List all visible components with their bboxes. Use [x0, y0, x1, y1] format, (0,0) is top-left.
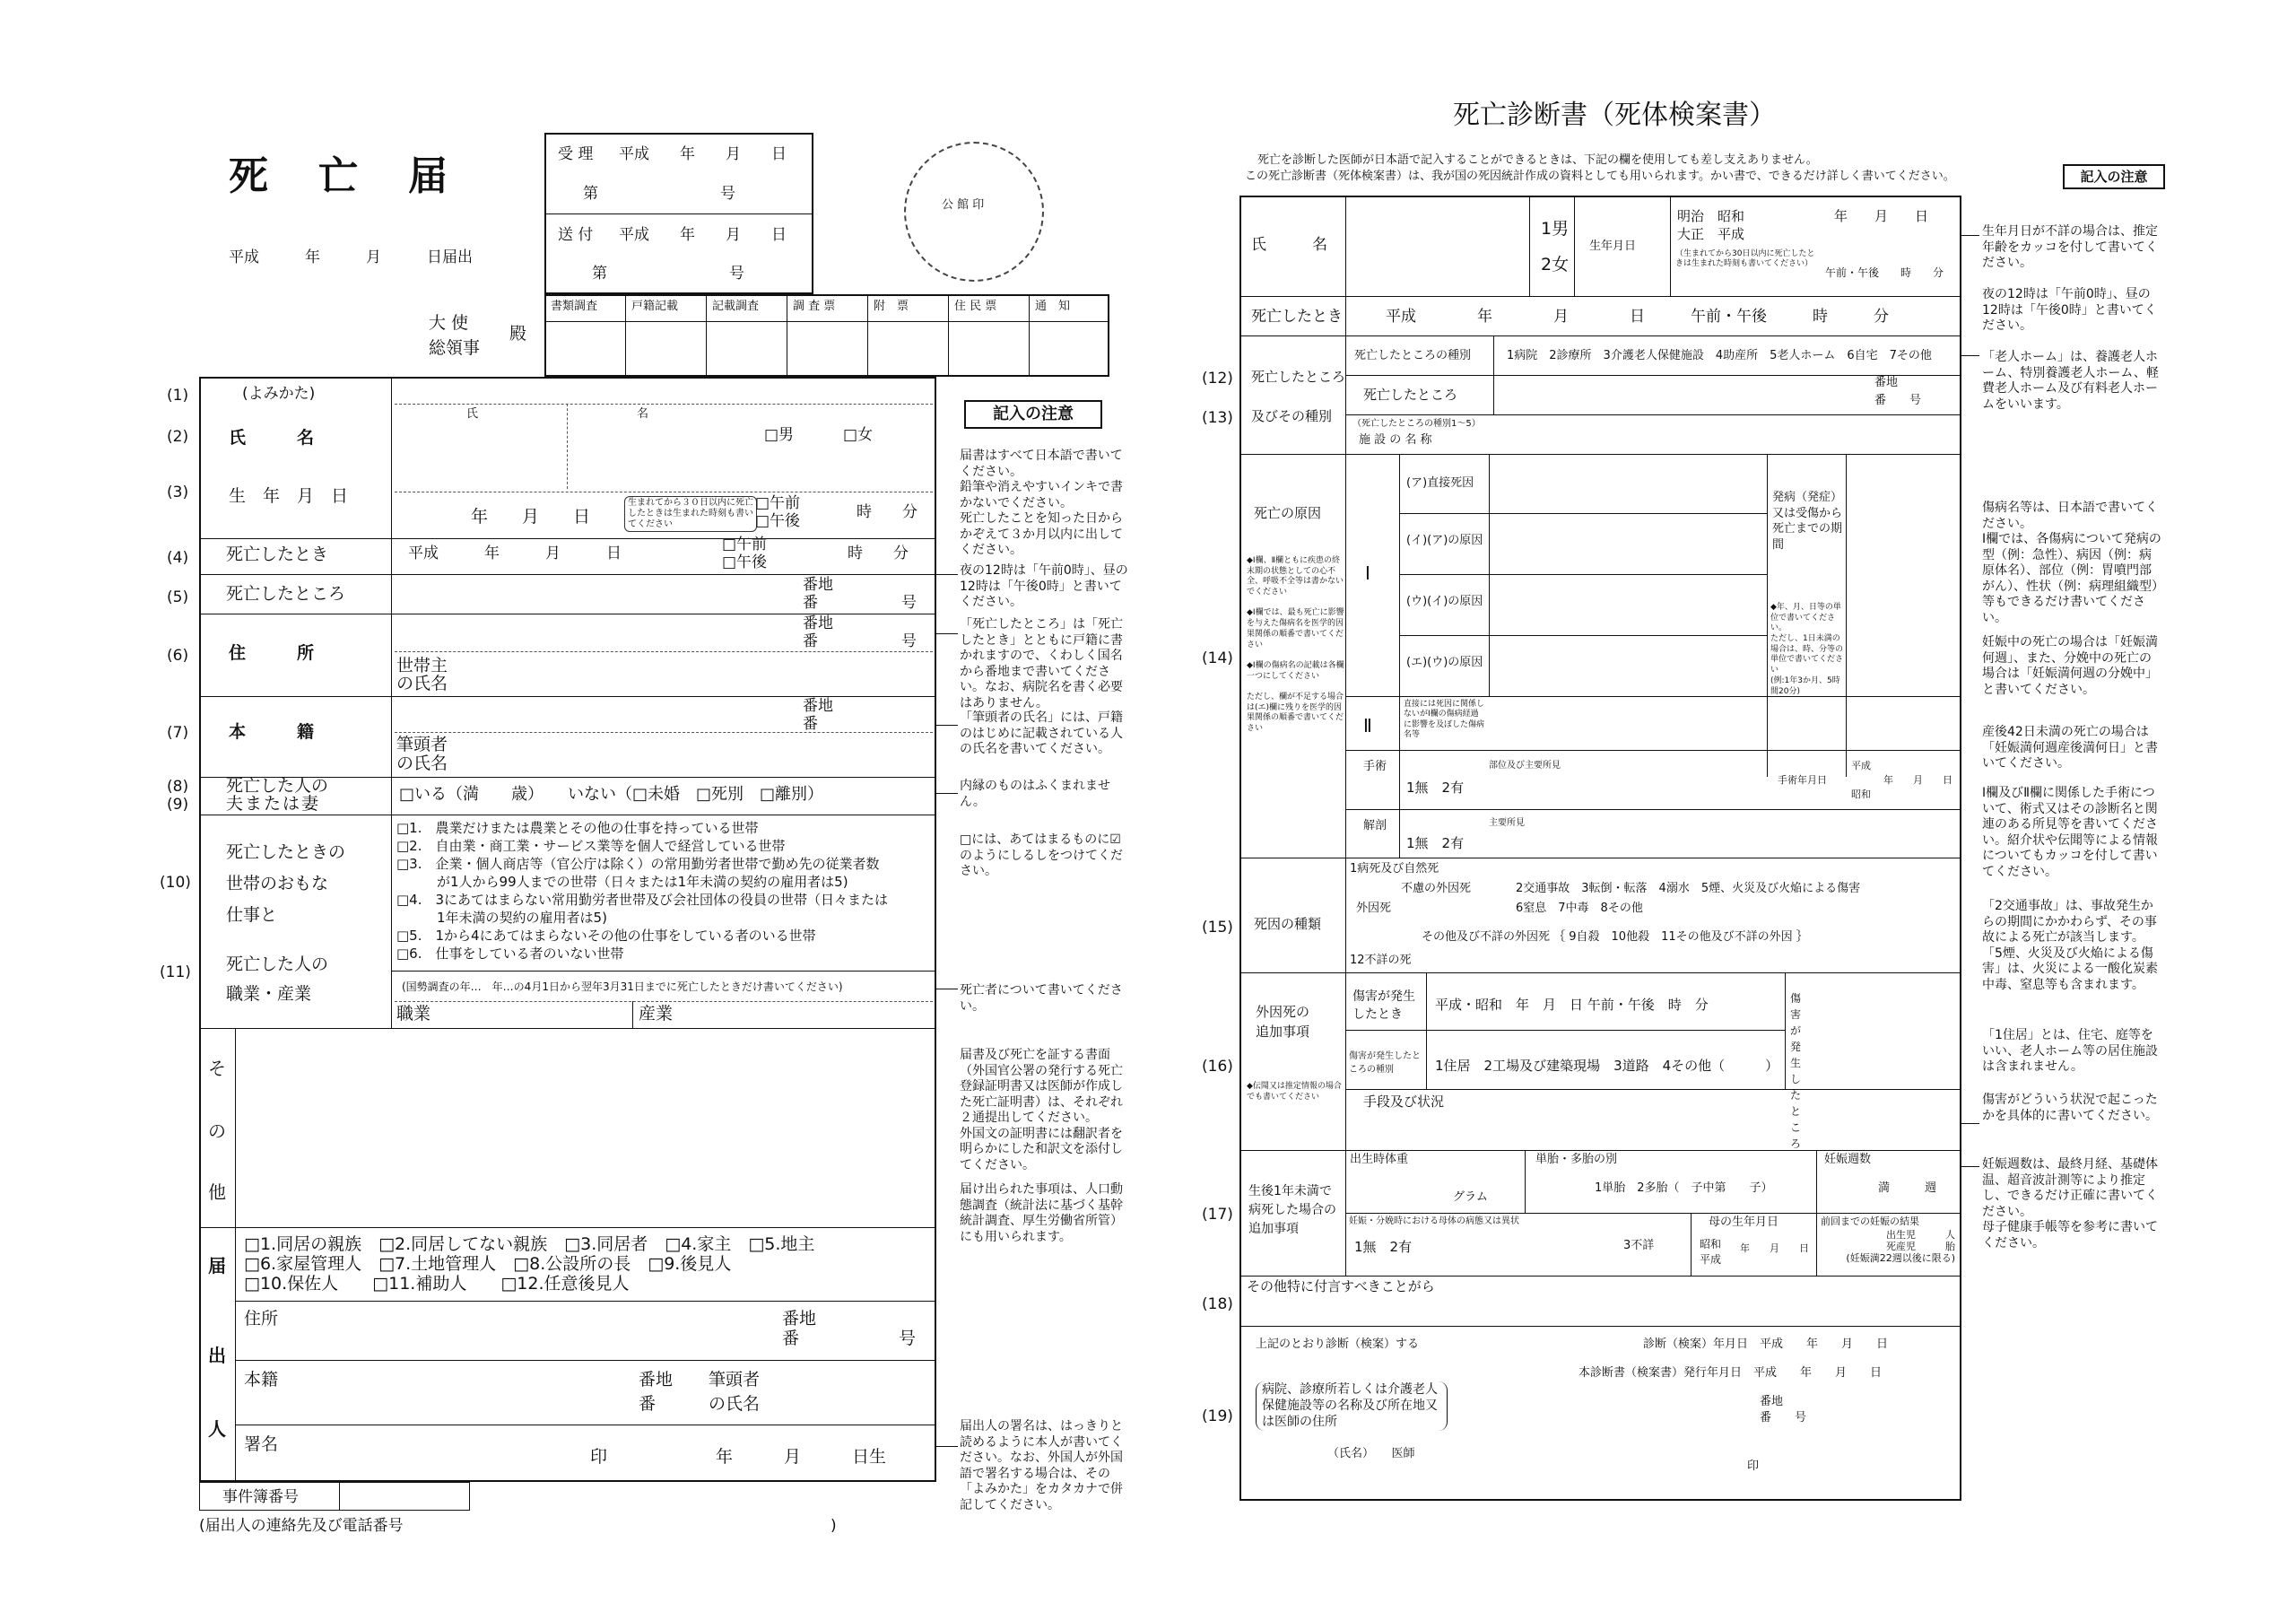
- notifier-address-label: 住所: [244, 1309, 279, 1329]
- cause-row-c: (ウ)(イ)の原因: [1406, 595, 1483, 608]
- pregnancy-value[interactable]: 1無 2有: [1354, 1239, 1413, 1255]
- kind-accident-list[interactable]: 2交通事故 3転倒・転落 4溺水 5煙、火災及び火焔による傷害: [1516, 882, 1861, 895]
- notifier-seal: 印: [590, 1447, 608, 1467]
- hittousha-label: 筆頭者: [396, 735, 448, 754]
- row-number: (5): [167, 588, 189, 606]
- note-situation: 傷害がどういう状況で起こったかを具体的に書いてください。: [1982, 1093, 2158, 1123]
- notifier-address-banchi: 番地: [782, 1309, 817, 1329]
- cause-roman-II: Ⅱ: [1363, 715, 1372, 736]
- address-label: 住 所: [229, 643, 315, 663]
- ext-note: ◆伝聞又は推定情報の場合でも書いてください: [1247, 1082, 1342, 1102]
- household-option[interactable]: □3. 企業・個人商店等（官公庁は除く）の常用勤労者世帯で勤め先の従業者数: [396, 856, 880, 872]
- kind-natural[interactable]: 1病死及び自然死: [1350, 862, 1439, 876]
- dob-value: 年 月 日: [471, 507, 591, 527]
- cause-label: 死亡の原因: [1254, 505, 1322, 521]
- note-surgery: Ⅰ欄及びⅡ欄に関係した手術について、術式又はその診断名と関連のある所見等を書いてください。紹介状や伝聞等による情報についてもカッコを付して書いてください。: [1982, 786, 2158, 879]
- kind-unknown[interactable]: 12不詳の死: [1350, 954, 1412, 967]
- contact-label: (届出人の連絡先及び電話番号: [199, 1517, 404, 1535]
- notifier-option[interactable]: □10.保佐人 □11.補助人 □12.任意後見人: [244, 1274, 630, 1294]
- kind-other-external[interactable]: その他及び不詳の外因死 ｛ 9自殺 10他殺 11その他及び不詳の外因 ｝: [1422, 930, 1808, 944]
- row-number: (13): [1202, 409, 1233, 427]
- job-label: 職業: [396, 1004, 431, 1024]
- household-option[interactable]: □2. 自由業・商工業・サービス業等を個人で経営している世帯: [396, 838, 786, 854]
- facility-note: （死亡したところの種別1～5）: [1352, 419, 1481, 429]
- receipt-label: 受 理: [558, 145, 594, 163]
- filing-date: 平成 年 月 日届出: [229, 248, 473, 266]
- notifier-option[interactable]: □1.同居の親族 □2.同居してない親族 □3.同居者 □4.家主 □5.地主: [244, 1234, 815, 1254]
- householder-label: 世帯主: [396, 656, 448, 675]
- prev-pregnancy-label: 前回までの妊娠の結果: [1821, 1216, 1919, 1227]
- injury-when-value: 平成・昭和 年 月 日 午前・午後 時 分: [1435, 997, 1709, 1013]
- autopsy-value[interactable]: 1無 2有: [1406, 835, 1465, 851]
- surgery-era-showa: 昭和: [1851, 789, 1871, 800]
- kind-label: 死因の種類: [1254, 916, 1322, 932]
- household-option-cont: が1人から99人までの世帯（日々または1年未満の契約の雇用者は5): [396, 874, 848, 890]
- notifier-honseki-banchi: 番地: [639, 1370, 674, 1390]
- notifier-option[interactable]: □6.家屋管理人 □7.土地管理人 □8.公設所の長 □9.後見人: [244, 1254, 732, 1274]
- row-number: (7): [167, 724, 189, 742]
- furigana-label: (よみかた): [242, 385, 316, 403]
- row-number: (16): [1202, 1058, 1233, 1076]
- household-label-3: 仕事と: [226, 905, 278, 925]
- injury-when-label: 傷害が発生したとき: [1352, 989, 1415, 1022]
- cause-roman-I: Ⅰ: [1365, 562, 1370, 584]
- dob-note-right: （生まれてから30日以内に死亡したときは生まれた時刻も書いてください）: [1675, 249, 1815, 268]
- autopsy-label: 解剖: [1363, 819, 1387, 832]
- notifier-born: 年 月 日生: [716, 1447, 887, 1467]
- household-option[interactable]: □6. 仕事をしている者のいない世帯: [396, 945, 624, 962]
- onset-label: 発病（発症）又は受傷から死亡までの期間: [1772, 491, 1843, 552]
- certificate-table: [1239, 196, 1961, 1501]
- check-col-1: 書類調査: [551, 300, 598, 313]
- gestation-value: 満 週: [1878, 1181, 1937, 1195]
- check-col-4: 調 査 票: [793, 300, 836, 313]
- hospital-banchi: 番地: [1760, 1395, 1784, 1408]
- cert-line-1: 上記のとおり診断（検案）する: [1256, 1338, 1420, 1351]
- honseki-label: 本 籍: [229, 722, 315, 742]
- dob-time: 時 分: [857, 503, 918, 521]
- row-number: (2): [167, 428, 189, 446]
- dob-label-right: 生年月日: [1589, 240, 1637, 253]
- notifier-honseki-label: 本籍: [244, 1370, 279, 1390]
- notifier-label-3: 人: [208, 1418, 226, 1440]
- recipient-ambassador: 大 使: [429, 313, 469, 333]
- household-label-1: 死亡したときの: [226, 842, 346, 862]
- form-title: 死 亡 届: [229, 153, 453, 199]
- surname-label: 氏: [466, 407, 479, 421]
- death-time-label: 死亡したとき: [226, 545, 329, 564]
- certificate-title: 死亡診断書（死体検案書）: [1453, 100, 1776, 131]
- cert-date-1: 診断（検案）年月日 平成 年 月 日: [1643, 1338, 1889, 1351]
- notifier-address-gou: 号: [899, 1329, 917, 1348]
- givenname-label: 名: [637, 407, 649, 421]
- address-gou: 号: [901, 632, 917, 650]
- place-where-label: 死亡したところ: [1363, 387, 1458, 403]
- notifier-hittousha: 筆頭者: [709, 1370, 761, 1390]
- injury-place-label: 傷害が発生したところの種別: [1349, 1051, 1421, 1075]
- send-date: 平成 年 月 日: [619, 226, 787, 244]
- cause-II-text: 直接には死因に関係しないがⅠ欄の傷病経過に影響を及ぼした傷病名等: [1404, 700, 1485, 739]
- cause-side-notes: ◆Ⅰ欄、Ⅱ欄ともに疾患の終末期の状態としての心不全、呼吸不全等は書かないでください ◆Ⅰ欄では、最も死亡に影響を与えた傷病名を医学的因果関係の順番で書いてください ◆Ⅰ欄の傷病名の記載は各欄一つにしてください ただし、欄が不足する場合は(エ)欄に残りを医学的因果関係の順番で書いてください: [1247, 556, 1344, 733]
- note-pregnancy: 妊娠中の死亡の場合は「妊娠満何週」、また、分娩中の死亡の場合は「妊娠満何週の分娩中」と書いてください。: [1982, 635, 2158, 697]
- notes-title: 記入の注意: [964, 400, 1102, 429]
- case-number-label: 事件簿番号: [222, 1488, 299, 1506]
- notifier-label-2: 出: [208, 1345, 226, 1366]
- certificate-intro-1: 死亡を診断した医師が日本語で記入することができるときは、下記の欄を使用しても差し支えありません。: [1257, 153, 1818, 167]
- surgery-finding-label: 部位及び主要所見: [1489, 761, 1561, 771]
- household-option[interactable]: □4. 3にあてはまらない常用勤労者世帯及び会社団体の役員の世帯（日々または: [396, 892, 889, 908]
- household-option[interactable]: □1. 農業だけまたは農業とその他の仕事を持っている世帯: [396, 820, 759, 836]
- send-number: 第 号: [592, 265, 744, 283]
- autopsy-finding-label: 主要所見: [1489, 818, 1525, 828]
- name-label: 氏 名: [229, 428, 315, 448]
- row-number: (14): [1202, 649, 1233, 667]
- injury-how-label: 手段及び状況: [1363, 1094, 1445, 1110]
- notifier-address-ban: 番: [782, 1329, 800, 1348]
- onset-note: ◆年、月、日等の単位で書いてください。 ただし、1日未満の場合は、時、分等の単位で書いてください (例:1年3か月、5時間20分): [1770, 603, 1844, 696]
- check-col-5: 附 票: [874, 300, 909, 313]
- row-number: (6): [167, 647, 189, 665]
- facility-label: 施 設 の 名 称: [1359, 433, 1432, 447]
- row-number: (19): [1202, 1407, 1233, 1425]
- official-seal-label: 公 館 印: [942, 198, 985, 212]
- row-number: (9): [167, 796, 189, 814]
- address-banchi: 番地: [803, 614, 833, 632]
- ext-label-2: 追加事項: [1256, 1024, 1310, 1040]
- cause-row-d: (エ)(ウ)の原因: [1406, 656, 1483, 669]
- death-time-label-right: 死亡したとき: [1251, 308, 1343, 326]
- dob-label: 生 年 月 日: [229, 486, 349, 506]
- other-remarks-label: その他特に付言すべきことがら: [1247, 1278, 1435, 1294]
- note-statistics: 届け出られた事項は、人口動態調査（統計法に基づく基幹統計調査、厚生労働省所管）にも用いられます。: [960, 1182, 1123, 1244]
- note-death-place: 「死亡したところ」は「死亡したとき」とともに戸籍に書かれますので、くわしく国名から番地まで書いてください。なお、病院名を書く必要はありません。: [960, 617, 1123, 710]
- occupation-label-2: 職業・産業: [226, 984, 312, 1004]
- gestation-label: 妊娠週数: [1824, 1153, 1872, 1166]
- note-disease-names: 傷病名等は、日本語で書いてください。 Ⅰ欄では、各傷病について発病の型（例：急性）、病因（例：病原体名）、部位（例：胃噴門部がん）、性状（例：病理組織型）等もできるだけ書いてください。: [1982, 501, 2161, 625]
- surgery-label: 手術: [1363, 760, 1387, 773]
- note-common-law: 内縁のものはふくまれません。: [960, 779, 1110, 809]
- kind-accident: 不慮の外因死: [1401, 882, 1472, 895]
- notifier-label-1: 届: [208, 1255, 226, 1277]
- birth-weight-label: 出生時体重: [1350, 1153, 1409, 1166]
- mother-dob-ymd: 年 月 日: [1740, 1242, 1809, 1254]
- cause-row-a: (ア)直接死因: [1406, 476, 1474, 490]
- note-checkbox: □には、あてはまるものに☑のようにしるしをつけてください。: [960, 832, 1123, 878]
- death-place-ban: 番: [803, 594, 818, 612]
- other-label-2: の: [208, 1120, 226, 1142]
- certificate-intro-2: この死亡診断書（死体検案書）は、我が国の死因統計作成の資料としても用いられます。かい書で、できるだけ詳しく書いてください。: [1245, 170, 1955, 183]
- place-banchi: 番地: [1874, 376, 1899, 389]
- address-ban: 番: [803, 632, 818, 650]
- death-time-value: 平成 年 月 日: [408, 545, 622, 562]
- mother-dob-label: 母の生年月日: [1709, 1216, 1779, 1229]
- dob-newborn-note: 生まれてから３０日以内に死亡したときは生まれた時刻も書いてください: [624, 496, 757, 532]
- death-am-checkbox[interactable]: □午前: [722, 536, 768, 553]
- note-postpartum: 産後42日未満の死亡の場合は「妊娠満何週産後満何日」と書いてください。: [1982, 725, 2158, 771]
- injury-place-values[interactable]: 1住居 2工場及び建築現場 3道路 4その他（ ）: [1435, 1058, 1779, 1074]
- dob-time-right: 午前・午後 時 分: [1825, 266, 1944, 279]
- honseki-ban: 番: [803, 715, 818, 733]
- birth-weight-unit: グラム: [1453, 1190, 1488, 1204]
- surgery-date-label: 手術年月日: [1778, 774, 1827, 786]
- doctor-seal: 印: [1747, 1460, 1760, 1473]
- notes-title-right: 記入の注意: [2063, 164, 2165, 189]
- recipient-consul: 総領事: [429, 338, 481, 358]
- honseki-banchi: 番地: [803, 697, 833, 715]
- dob-era-1: 明治 昭和: [1677, 208, 1745, 224]
- death-place-gou: 号: [901, 594, 917, 612]
- contact-close: ): [831, 1517, 837, 1535]
- cert-date-2: 本診断書（検案書）発行年月日 平成 年 月 日: [1578, 1366, 1883, 1380]
- other-label-3: 他: [208, 1181, 226, 1203]
- householder-label-2: の氏名: [396, 674, 448, 693]
- dob-pm-checkbox[interactable]: □午後: [755, 512, 801, 530]
- pregnancy-label: 妊娠・分娩時における母体の病態又は異状: [1349, 1216, 1519, 1226]
- row-number: (8): [167, 778, 189, 796]
- prev-pregnancy-value: 出生児 人 死産児 胎 (妊娠満22週以後に限る): [1846, 1229, 1955, 1265]
- mother-dob-era: 昭和 平成: [1700, 1238, 1722, 1266]
- name-label-right: 氏 名: [1251, 236, 1327, 254]
- send-label: 送 付: [558, 226, 594, 244]
- notifier-hittousha-2: の氏名: [709, 1394, 761, 1414]
- row-number: (18): [1202, 1295, 1233, 1313]
- note-documents: 届書及び死亡を証する書面（外国官公署の発行する死亡登録証明書又は医師が作成した死亡証明書）は、それぞれ２通提出してください。 外国文の証明書には翻訳者を明らかにした和訳文を添付してください。: [960, 1048, 1123, 1172]
- dob-ymd-right: 年 月 日: [1834, 208, 1929, 224]
- note-gestation: 妊娠週数は、最終月経、基礎体温、超音波計測等により推定し、できるだけ正確に書いてください。 母子健康手帳等を参考に書いてください。: [1982, 1157, 2158, 1250]
- dob-era-2: 大正 平成: [1677, 226, 1745, 242]
- spouse-label-1: 死亡した人の: [226, 776, 329, 796]
- death-place-label: 死亡したところ: [226, 584, 346, 604]
- death-place-banchi: 番地: [803, 576, 833, 594]
- note-signature: 届出人の署名は、はっきりと読めるように本人が書いてください。なお、外国人が外国語で署名する場合は、その「よみかた」をカタカナで併記してください。: [960, 1419, 1123, 1512]
- hospital-ban-gou: 番 号: [1760, 1411, 1807, 1425]
- receipt-date: 平成 年 月 日: [619, 145, 787, 163]
- row-number: (15): [1202, 919, 1233, 937]
- note-elderly-home: 「老人ホーム」は、養護老人ホーム、特別養護老人ホーム、軽費老人ホーム及び有料老人ホームをいいます。: [1982, 350, 2159, 412]
- spouse-label-2: 夫または妻: [226, 794, 321, 814]
- sex-male-checkbox[interactable]: □男: [764, 426, 795, 444]
- kind-accident-list-2[interactable]: 6窒息 7中毒 8その他: [1516, 902, 1643, 915]
- note-hittousha: 「筆頭者の氏名」には、戸籍のはじめに記載されている人の氏名を書いてください。: [960, 710, 1123, 756]
- place-kind-label: 死亡したところの種別: [1354, 349, 1472, 362]
- injury-where-side: 傷害が発生したところ: [1790, 992, 1802, 1150]
- census-note: (国勢調査の年… 年…の4月1日から翌年3月31日までに死亡したときだけ書いてください): [402, 980, 843, 993]
- check-col-6: 住 民 票: [954, 300, 997, 313]
- row-number: (10): [160, 874, 191, 892]
- hittousha-label-2: の氏名: [396, 754, 448, 773]
- surgery-era-heisei: 平成: [1851, 760, 1871, 771]
- multiple-birth-label: 単胎・多胎の別: [1535, 1153, 1618, 1166]
- death-hm: 時 分: [848, 545, 909, 562]
- household-label-2: 世帯のおもな: [226, 874, 329, 893]
- note-midnight: 夜の12時は「午前0時」、昼の12時は「午後0時」と書いてください。: [960, 563, 1128, 609]
- row-number: (4): [167, 549, 189, 567]
- row-number: (17): [1202, 1206, 1233, 1224]
- dob-am-checkbox[interactable]: □午前: [755, 494, 801, 512]
- other-label-1: そ: [208, 1058, 226, 1079]
- spouse-value[interactable]: □いる（満 歳） いない（□未婚 □死別 □離別）: [399, 785, 824, 804]
- receipt-number: 第 号: [583, 185, 735, 203]
- note-deceased: 死亡者について書いてください。: [960, 983, 1123, 1014]
- occupation-label-1: 死亡した人の: [226, 954, 329, 974]
- check-col-2: 戸籍記載: [631, 300, 679, 313]
- multiple-birth-value[interactable]: 1単胎 2多胎（ 子中第 子）: [1595, 1181, 1773, 1195]
- sex-female[interactable]: 2女: [1541, 255, 1570, 274]
- doctor-label: （氏名） 医師: [1327, 1447, 1415, 1460]
- sex-male[interactable]: 1男: [1541, 219, 1570, 239]
- place-kinds[interactable]: 1病院 2診療所 3介護老人保健施設 4助産所 5老人ホーム 6自宅 7その他: [1507, 349, 1932, 362]
- place-label-1: 死亡したところ: [1251, 369, 1346, 385]
- row-number: (11): [160, 963, 191, 981]
- place-label-2: 及びその種別: [1251, 408, 1333, 424]
- note-dob-right: 生年月日が不詳の場合は、推定年齢をカッコを付して書いてください。 夜の12時は「午前0時」、昼の12時は「午後0時」と書いてください。: [1982, 224, 2158, 333]
- check-col-7: 通 知: [1035, 300, 1071, 313]
- pregnancy-unknown[interactable]: 3不詳: [1623, 1239, 1655, 1252]
- recipient-suffix: 殿: [509, 324, 527, 344]
- row-number: (1): [167, 387, 189, 405]
- notifier-sign-label: 署名: [244, 1434, 279, 1454]
- note-residence: 「1住居」とは、住宅、庭等をいい、老人ホーム等の居住施設は含まれません。: [1982, 1028, 2158, 1074]
- hospital-label: 病院、診療所若しくは介護老人保健施設等の名称及び所在地又は医師の住所: [1256, 1381, 1448, 1431]
- row-number: (12): [1202, 370, 1233, 388]
- note-traffic: 「2交通事故」は、事故発生からの期間にかかわらず、その事故による死亡が該当します。 「5煙、火災及び火焔による傷害」は、火災による一酸化炭素中毒、窒息等も含まれます。: [1982, 899, 2158, 992]
- surgery-value[interactable]: 1無 2有: [1406, 780, 1465, 796]
- check-col-3: 記載調査: [712, 300, 760, 313]
- sex-female-checkbox[interactable]: □女: [843, 426, 874, 444]
- surgery-ymd: 年 月 日: [1883, 774, 1952, 786]
- household-option-cont: 1年未満の契約の雇用者は5): [396, 910, 607, 926]
- ext-label-1: 外因死の: [1256, 1004, 1310, 1020]
- notifier-honseki-ban: 番: [639, 1394, 657, 1414]
- place-ban-gou: 番 号: [1874, 394, 1922, 407]
- household-option[interactable]: □5. 1から4にあてはまらないその他の仕事をしている者のいる世帯: [396, 928, 816, 944]
- note-general: 届書はすべて日本語で書いてください。 鉛筆や消えやすいインキで書かないでください。 死亡したことを知った日からかぞえて３か月以内に出してください。: [960, 449, 1123, 557]
- row-number: (3): [167, 484, 189, 501]
- infant-label: 生後1年未満で病死した場合の追加事項: [1248, 1184, 1336, 1236]
- kind-external: 外因死: [1356, 902, 1392, 915]
- industry-label: 産業: [639, 1004, 674, 1024]
- cause-row-b: (イ)(ア)の原因: [1406, 534, 1483, 547]
- death-pm-checkbox[interactable]: □午後: [722, 553, 768, 571]
- death-time-value-right: 平成 年 月 日 午前・午後 時 分: [1386, 308, 1889, 326]
